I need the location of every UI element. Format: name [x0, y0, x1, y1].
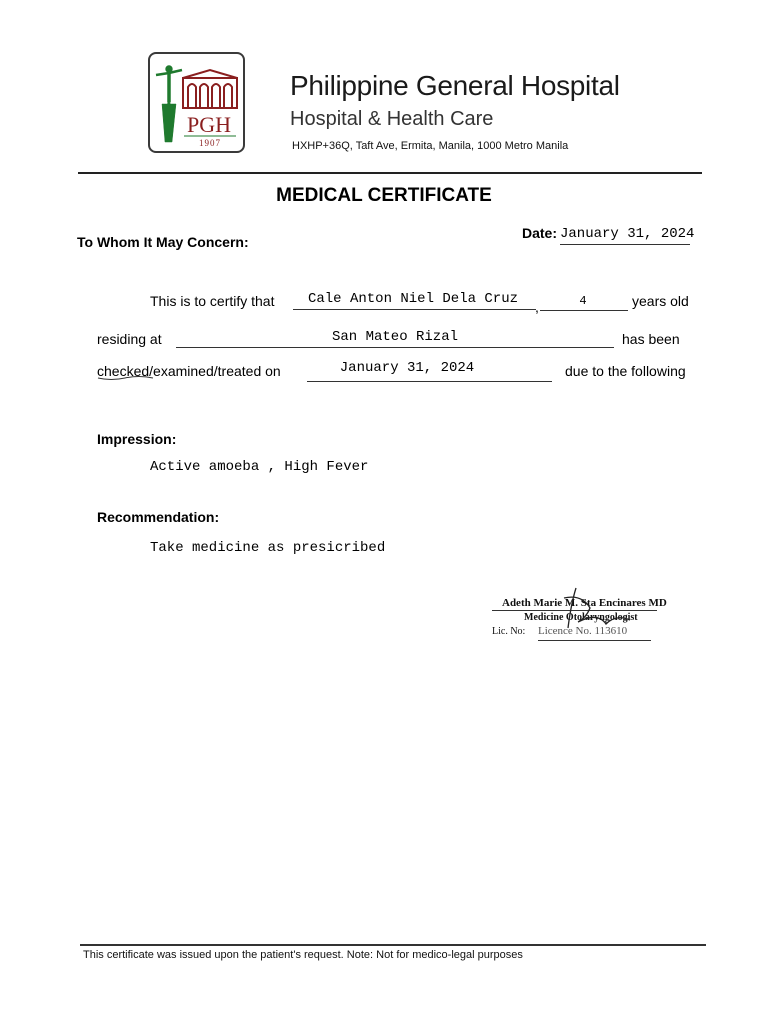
hospital-logo — [148, 52, 245, 153]
hospital-subtitle: Hospital & Health Care — [290, 108, 494, 130]
logo-year: 1907 — [199, 138, 221, 148]
exam-date: January 31, 2024 — [339, 360, 475, 376]
date-underline — [560, 244, 690, 245]
impression-value: Active amoeba , High Fever — [150, 459, 369, 475]
address-underline — [176, 347, 614, 348]
residing-label: residing at — [97, 331, 162, 347]
exam-date-underline — [307, 381, 552, 382]
building-icon — [183, 70, 237, 108]
due-label: due to the following — [565, 363, 686, 379]
patient-age: 4 — [579, 294, 587, 308]
header-divider — [78, 172, 702, 174]
has-been-label: has been — [622, 331, 680, 347]
license-label: Lic. No: — [492, 626, 526, 637]
license-number: Licence No. 113610 — [538, 625, 628, 637]
date-value: January 31, 2024 — [560, 226, 695, 242]
impression-label: Impression: — [97, 431, 177, 447]
patient-name-underline — [293, 309, 536, 310]
examined-label: /examined/treated on — [149, 363, 281, 379]
certify-label: This is to certify that — [150, 293, 275, 309]
age-underline — [540, 310, 628, 311]
checked-word: checked — [97, 363, 150, 379]
date-label: Date: — [522, 225, 558, 241]
handwritten-signature — [538, 584, 648, 644]
residence-address: San Mateo Rizal — [331, 329, 459, 345]
recommendation-label: Recommendation: — [97, 509, 220, 525]
hospital-address: HXHP+36Q, Taft Ave, Ermita, Manila, 1000 Metro Manila — [292, 140, 569, 152]
certificate-title: MEDICAL CERTIFICATE — [276, 185, 492, 206]
oblation-figure-icon — [156, 66, 182, 142]
footer-divider — [80, 944, 706, 946]
comma: , — [535, 299, 539, 315]
footer-note: This certificate was issued upon the patient's request. Note: Not for medico-legal purposes — [83, 949, 523, 961]
doctor-name: Adeth Marie M. Sta Encinares MD — [502, 597, 667, 609]
patient-name: Cale Anton Niel Dela Cruz — [307, 291, 519, 307]
years-old-label: years old — [632, 293, 689, 309]
checked-underline — [97, 375, 155, 381]
hospital-name: Philippine General Hospital — [290, 70, 620, 101]
signature-block — [488, 584, 688, 654]
recommendation-value: Take medicine as presicribed — [150, 540, 386, 556]
doctor-specialty: Medicine Otolaryngologist — [524, 612, 638, 623]
salutation: To Whom It May Concern: — [77, 234, 249, 250]
logo-pgh-text: PGH — [186, 112, 232, 137]
